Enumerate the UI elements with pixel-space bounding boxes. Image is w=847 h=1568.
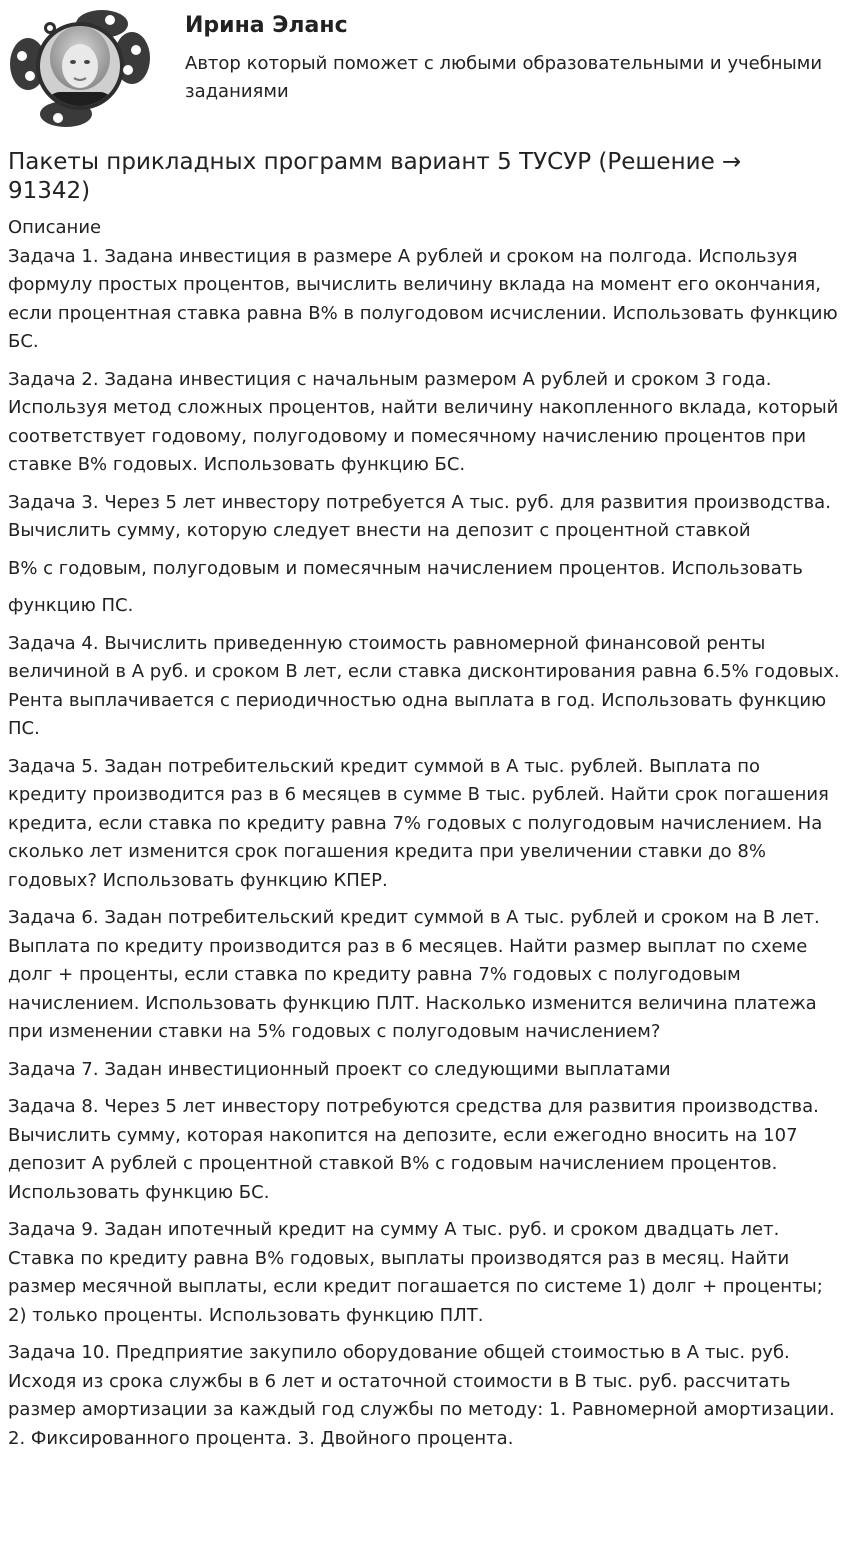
task-paragraph: Задача 1. Задана инвестиция в размере А рублей и сроком на полгода. Используя формулу простых процентов, вычислить величину вклада на момент его окончания, если процентная ставка равна В% в полугодовом исчислении. Использовать функцию БС.	[8, 245, 838, 352]
task-paragraph: Задача 10. Предприятие закупило оборудование общей стоимостью в А тыс. руб. Исходя из срока службы в 6 лет и остаточной стоимости в В тыс. руб. рассчитать размер амортизации за каждый год службы по методу: 1. Равномерной амортизации. 2. Фиксированного процента. 3. Двойного процента.	[8, 1342, 835, 1449]
task-paragraph: В% с годовым, полугодовым и помесячным начислением процентов. Использовать	[8, 557, 803, 579]
author-avatar[interactable]	[6, 6, 152, 128]
description-label: Описание	[8, 217, 102, 238]
author-card	[0, 0, 847, 140]
task-paragraph: Задача 4. Вычислить приведенную стоимость равномерной финансовой ренты величиной в А руб. и сроком В лет, если ставка дисконтирования равна 6.5% годовых. Рента выплачивается с периодичностью одна выплата в год. Использовать функцию ПС.	[8, 632, 840, 739]
task-paragraph: Задача 6. Задан потребительский кредит суммой в А тыс. рублей и сроком на В лет. Выплата по кредиту производится раз в 6 месяцев. Найти размер выплат по схеме долг + проценты, если ставка по кредиту равна 7% годовых с полугодовым начислением. Использовать функцию ПЛТ. Насколько изменится величина платежа при изменении ставки на 5% годовых с полугодовым начислением?	[8, 907, 820, 1042]
task-paragraph: Задача 8. Через 5 лет инвестору потребуются средства для развития производства. Вычислить сумму, которая накопится на депозите, если ежегодно вносить на 107 депозит А рублей с процентной ставкой В% с годовым начислением процентов. Использовать функцию БС.	[8, 1096, 819, 1203]
page-title: Пакеты прикладных программ вариант 5 ТУСУР (Решение → 91342)	[8, 149, 742, 204]
task-paragraph: Задача 7. Задан инвестиционный проект со следующими выплатами	[8, 1058, 671, 1080]
task-paragraph: функцию ПС.	[8, 595, 134, 616]
document-body	[8, 214, 840, 1462]
task-paragraph: Задача 3. Через 5 лет инвестору потребуется А тыс. руб. для развития производства. Вычислить сумму, которую следует внести на депозит с процентной ставкой	[8, 491, 831, 541]
task-paragraph: Задача 5. Задан потребительский кредит суммой в А тыс. рублей. Выплата по кредиту производится раз в 6 месяцев в сумме В тыс. рублей. Найти срок погашения кредита, если ставка по кредиту равна 7% годовых с полугодовым начислением. На сколько лет изменится срок погашения кредита при увеличении ставки до 8% годовых? Использовать функцию КПЕР.	[8, 755, 829, 891]
author-description: Автор который поможет с любыми образовательными и учебными заданиями	[185, 53, 823, 102]
task-paragraph: Задача 2. Задана инвестиция с начальным размером А рублей и сроком 3 года. Используя метод сложных процентов, найти величину накопленного вклада, который соответствует годовому, полугодовому и помесячному начислению процентов при ставке В% годовых. Использовать функцию БС.	[8, 368, 839, 475]
author-name[interactable]: Ирина Эланс	[185, 13, 348, 38]
task-paragraph: Задача 9. Задан ипотечный кредит на сумму А тыс. руб. и сроком двадцать лет. Ставка по кредиту равна В% годовых, выплаты производятся раз в месяц. Найти размер месячной выплаты, если кредит погашается по системе 1) долг + проценты; 2) только проценты. Использовать функцию ПЛТ.	[8, 1219, 823, 1326]
